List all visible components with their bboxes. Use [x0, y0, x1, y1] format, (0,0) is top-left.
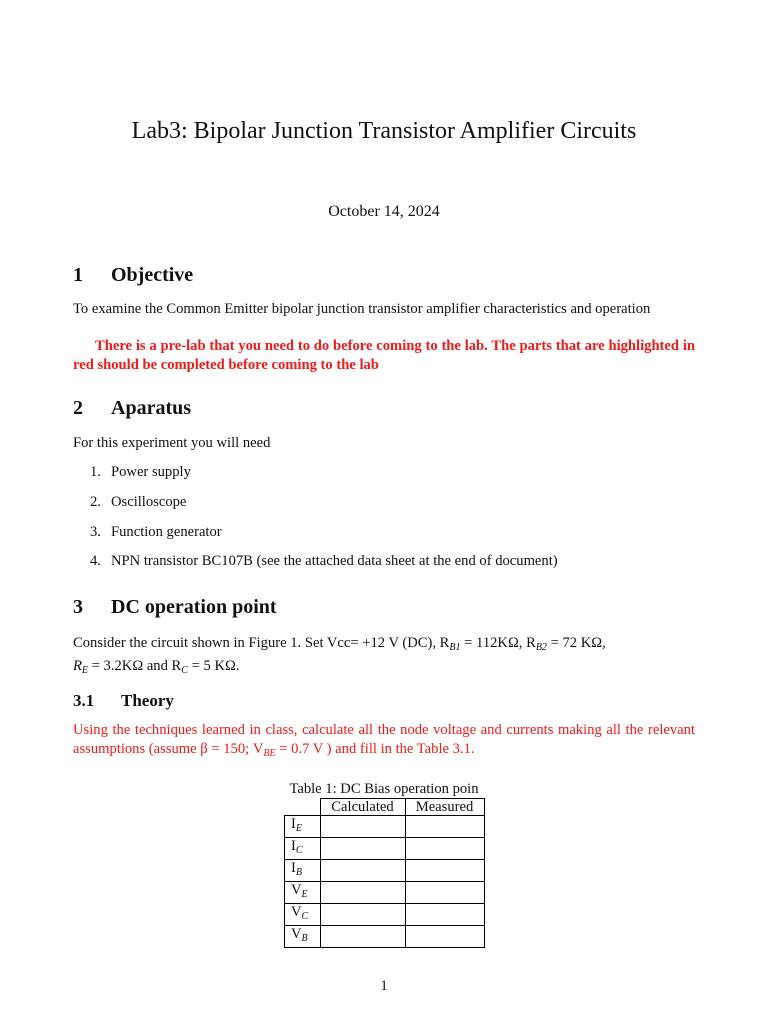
section-number: 2 — [73, 397, 83, 419]
calculated-cell[interactable] — [320, 860, 405, 882]
subscript: C — [181, 665, 188, 676]
subscript: BE — [263, 748, 276, 759]
apparatus-intro: For this experiment you will need — [73, 435, 271, 451]
subsection-title: Theory — [121, 691, 174, 710]
section-heading-apparatus — [73, 397, 191, 420]
list-item-text: Power supply — [111, 464, 191, 480]
row-label-main: I — [291, 860, 296, 876]
dc-text: = 112KΩ, R — [460, 635, 536, 651]
table-row — [285, 882, 485, 904]
calculated-cell[interactable] — [320, 904, 405, 926]
calculated-cell[interactable] — [320, 926, 405, 948]
section-title: Aparatus — [111, 397, 192, 419]
row-label-main: V — [291, 904, 302, 920]
dc-text: = 5 KΩ. — [187, 658, 240, 674]
measured-cell[interactable] — [405, 882, 484, 904]
column-header-calculated: Calculated — [320, 799, 405, 816]
table-row — [285, 926, 485, 948]
row-label — [285, 860, 321, 882]
table-corner-cell — [285, 799, 321, 816]
calculated-cell[interactable] — [320, 882, 405, 904]
subscript: B2 — [535, 642, 547, 653]
list-item-number: 4. — [90, 553, 101, 569]
list-item — [90, 524, 222, 541]
subscript: E — [295, 823, 302, 834]
subscript: B1 — [449, 642, 461, 653]
section-heading-objective — [73, 264, 193, 287]
dc-text: Consider the circuit shown in Figure 1. Set Vcc= +12 V (DC), R — [73, 635, 450, 651]
row-label — [285, 904, 321, 926]
list-item — [90, 464, 191, 481]
section-heading-dc-operation — [73, 596, 277, 619]
row-label — [285, 816, 321, 838]
list-item-text: Function generator — [111, 524, 222, 540]
dc-paragraph — [73, 634, 695, 680]
list-item-text: NPN transistor BC107B (see the attached data sheet at the end of document) — [111, 553, 558, 569]
table-row — [285, 904, 485, 926]
dc-text: R — [73, 658, 82, 674]
measured-cell[interactable] — [405, 904, 484, 926]
calculated-cell[interactable] — [320, 838, 405, 860]
prelab-note: There is a pre-lab that you need to do before coming to the lab. The parts that are highlighted in red should be completed before coming to the lab — [73, 338, 695, 373]
table-header-row — [285, 799, 485, 816]
list-item-number: 3. — [90, 524, 101, 540]
measured-cell[interactable] — [405, 816, 484, 838]
section-title: Objective — [111, 264, 194, 286]
list-item-number: 1. — [90, 464, 101, 480]
column-header-measured: Measured — [405, 799, 484, 816]
table-caption: Table 1: DC Bias operation poin — [289, 781, 479, 797]
list-item — [90, 494, 186, 511]
row-label-main: V — [291, 926, 302, 942]
row-label — [285, 838, 321, 860]
row-label — [285, 926, 321, 948]
subscript: C — [301, 911, 309, 922]
theory-text — [73, 721, 695, 763]
row-label-main: I — [291, 816, 296, 832]
list-item-text: Oscilloscope — [111, 494, 187, 510]
section-number: 1 — [73, 264, 83, 286]
table-row — [285, 816, 485, 838]
objective-text: To examine the Common Emitter bipolar junction transistor amplifier characteristics and operation — [73, 301, 651, 317]
subsection-heading-theory — [73, 691, 174, 711]
page-number: 1 — [380, 978, 388, 994]
subscript: E — [81, 665, 89, 676]
dc-text: = 72 KΩ, — [546, 635, 606, 651]
subsection-number: 3.1 — [73, 691, 95, 710]
dc-text: = 3.2KΩ and R — [88, 658, 182, 674]
measured-cell[interactable] — [405, 838, 484, 860]
row-label — [285, 882, 321, 904]
page-title: Lab3: Bipolar Junction Transistor Amplifier Circuits — [131, 118, 637, 144]
table-row — [285, 838, 485, 860]
table-row — [285, 860, 485, 882]
list-item-number: 2. — [90, 494, 101, 510]
subscript: B — [301, 933, 308, 944]
section-title: DC operation point — [111, 596, 277, 618]
row-label-main: V — [291, 882, 302, 898]
dc-bias-table — [284, 798, 485, 948]
document-date: October 14, 2024 — [328, 203, 440, 220]
section-number: 3 — [73, 596, 83, 618]
list-item — [90, 553, 558, 570]
measured-cell[interactable] — [405, 926, 484, 948]
subscript: C — [295, 845, 303, 856]
theory-text-part: = 0.7 V ) and fill in the Table 3.1. — [275, 741, 475, 757]
measured-cell[interactable] — [405, 860, 484, 882]
subscript: B — [295, 867, 302, 878]
theory-text-part: Using the techniques learned in class, calculate all the node voltage and currents making all the relevant assumptions (assume β = 150; V — [73, 722, 695, 757]
row-label-main: I — [291, 838, 296, 854]
calculated-cell[interactable] — [320, 816, 405, 838]
subscript: E — [301, 889, 308, 900]
